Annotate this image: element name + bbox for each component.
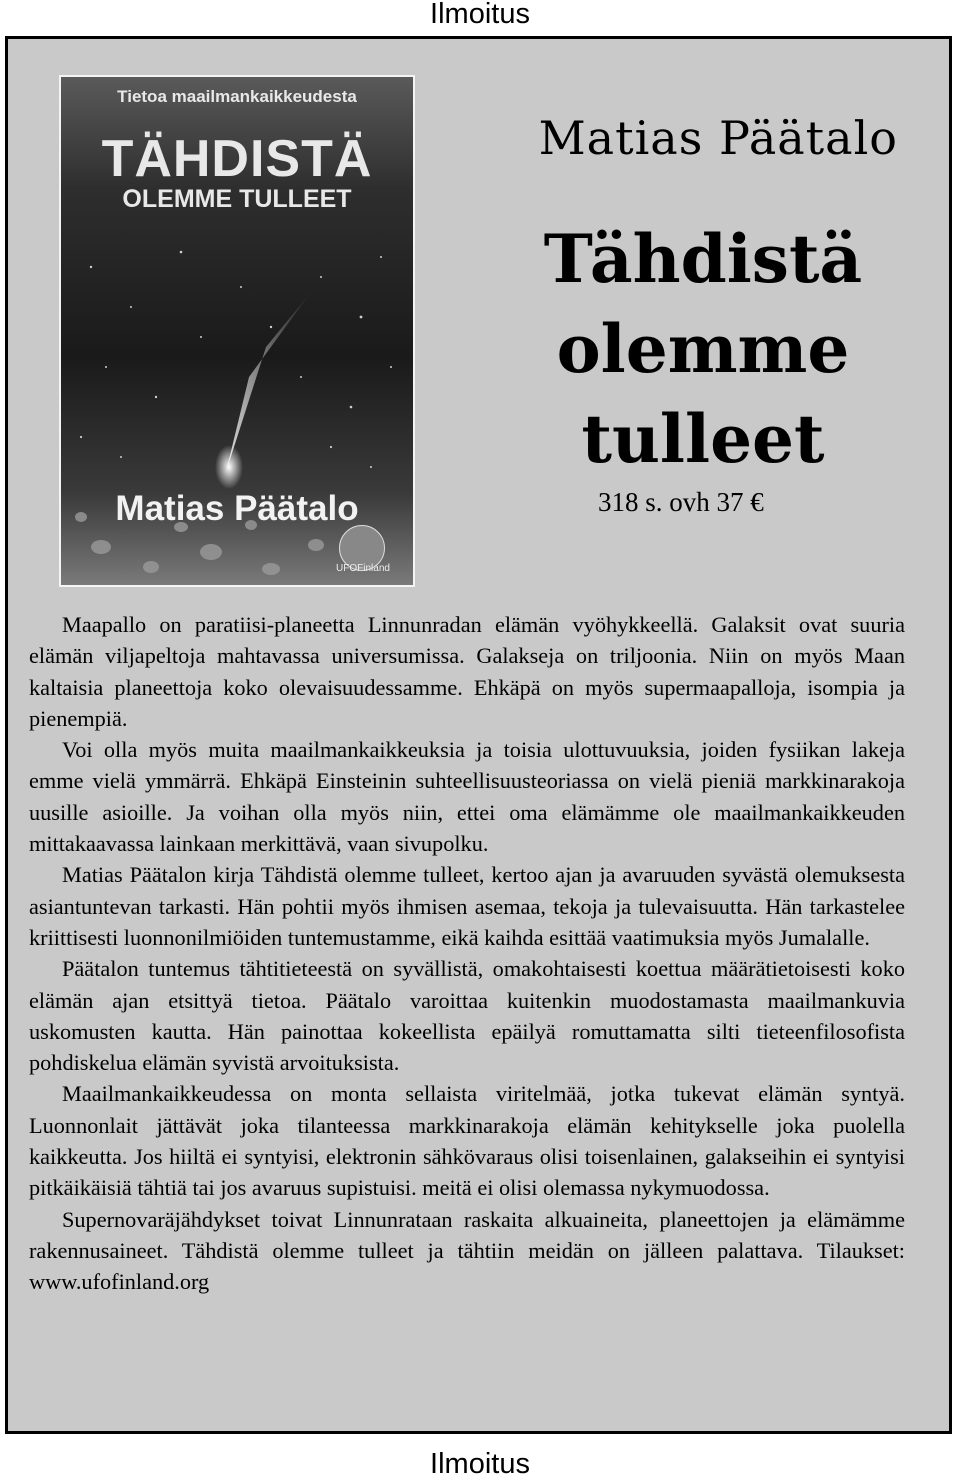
cover-title-line1: TÄHDISTÄ — [101, 130, 373, 188]
ad-label-bottom: Ilmoitus — [430, 1448, 530, 1480]
paragraph: Matias Päätalon kirja Tähdistä olemme tulleet, kertoo ajan ja avaruuden syvästä olemuksesta asiantuntevan tarkasti. Hän pohtii myös ihmisen asemaa, tekoja ja tulevaisuutta. Hän tarkastelee kriittisesti luonnonilmiöiden tuntemustamme, eikä kaihda esittää vaatimuksia myös Jumalalle. — [29, 862, 905, 950]
title-line: tulleet — [581, 400, 825, 478]
cover-series-title: Tietoa maailmankaikkeudesta — [117, 87, 357, 106]
ad-book-title — [508, 214, 898, 484]
ad-price: 318 s. ovh 37 € — [598, 487, 764, 517]
title-line: olemme — [556, 310, 850, 388]
paragraph: Voi olla myös muita maailmankaikkeuksia ja toisia ulottuvuuksia, joiden fysiikan lakeja emme vielä ymmärrä. Ehkäpä Einsteinin suhteellisuusteoriassa on vielä pieniä markkinarakoja uusille asioille. Ja voihan olla myös niin, ettei oma elämämme ole maailmankaikkeuden mittakaavassa lainkaan merkittävä, vaan sivupolku. — [29, 737, 905, 857]
publisher-logo-text: UFOFinland — [336, 563, 390, 574]
paragraph: Päätalon tuntemus tähtitieteestä on syvällistä, omakohtaisesti koettua määrätietoisesti koko elämän ajan etsittyä tietoa. Päätalo varoittaa kuitenkin muodostamasta maailmankuvia uskomusten kautta. Hän painottaa kokeellista epäilyä romuttamatta silti tieteenfilosofista pohdiskelua elämän syvistä arvoituksista. — [29, 956, 905, 1076]
title-line: Tähdistä — [543, 220, 863, 298]
ad-author: Matias Päätalo — [538, 111, 898, 165]
advertisement-box — [5, 36, 952, 1434]
paragraph: Supernovaräjähdykset toivat Linnunrataan raskaita alkuaineita, planeettojen ja elämämme rakennusaineet. Tähdistä olemme tulleet ja tähtiin meidän on jälleen palattava. Tilaukset: www.ufofinland.org — [29, 1206, 905, 1295]
cover-title-line2: OLEMME TULLEET — [122, 185, 352, 213]
ad-body-text — [29, 609, 905, 1298]
ad-label-top: Ilmoitus — [430, 0, 530, 30]
book-cover — [59, 75, 415, 587]
cover-author: Matias Päätalo — [115, 489, 359, 528]
paragraph: Maapallo on paratiisi-planeetta Linnunradan elämän vyöhykkeellä. Galaksit ovat suuria elämän viljapeltoja mahtavassa universumissa. Galakseja on triljoonia. Niin on myös Maan kaltaisia planeettoja koko olevaisuudessamme. Ehkäpä on myös supermaapalloja, isompia ja pienempiä. — [29, 612, 905, 731]
paragraph: Maailmankaikkeudessa on monta sellaista viritelmää, jotka tukevat elämän syntyä. Luonnonlait jättävät joka tilanteessa markkinarakoja elämän kehitykselle joka puolella kaikkeutta. Jos hiiltä ei syntyisi, elektronin sähkövaraus olisi toisenlainen, galakseihin ei syntyisi pitkäikäisiä tähtiä tai jos avaruus supistuisi. meitä ei olisi olemassa nykymuodossa. — [29, 1081, 905, 1201]
